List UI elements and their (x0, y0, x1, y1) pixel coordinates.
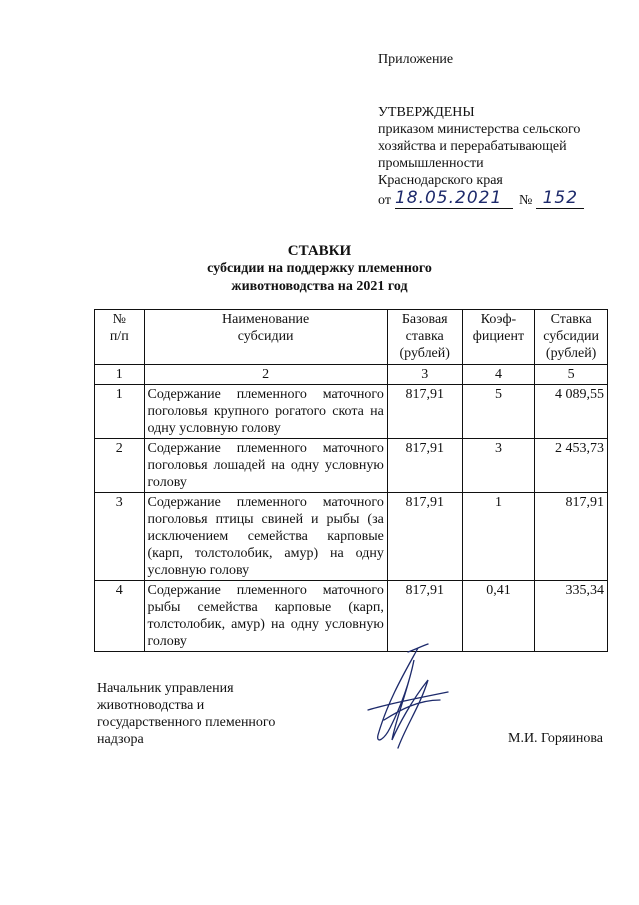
position-line: надзора (97, 732, 144, 747)
row-base-rate: 817,91 (387, 439, 462, 493)
index-cell: 1 (95, 365, 145, 385)
order-date: 18.05.2021 (395, 189, 513, 209)
signatory-name: М.И. Горяинова (508, 731, 603, 746)
row-number: 4 (95, 581, 145, 652)
handwritten-signature (348, 640, 458, 755)
row-subsidy-rate: 2 453,73 (535, 439, 608, 493)
order-number: 152 (536, 189, 584, 209)
number-prefix: № (518, 193, 533, 208)
header-base-rate: Базовая ставка (рублей) (387, 310, 462, 365)
index-cell: 3 (387, 365, 462, 385)
header-number: № п/п (95, 310, 145, 365)
row-subsidy-rate: 817,91 (535, 493, 608, 581)
row-base-rate: 817,91 (387, 493, 462, 581)
table-index-row (95, 365, 608, 385)
title-line: субсидии на поддержку племенного (207, 261, 432, 276)
title-line: животноводства на 2021 год (231, 279, 408, 294)
approval-line: промышленности (378, 156, 484, 171)
title-main: СТАВКИ (287, 243, 352, 259)
row-name: Содержание племенного маточного поголовья лошадей на одну условную голову (144, 439, 387, 493)
row-coefficient: 3 (462, 439, 535, 493)
approval-line: хозяйства и перерабатывающей (378, 139, 567, 154)
table-row (95, 439, 608, 493)
row-number: 2 (95, 439, 145, 493)
header-coefficient: Коэф- фициент (462, 310, 535, 365)
position-line: государственного племенного (97, 715, 276, 730)
header-name: Наименование субсидии (144, 310, 387, 365)
row-number: 1 (95, 385, 145, 439)
position-line: Начальник управления (97, 681, 234, 696)
row-name: Содержание племенного маточного поголовья птицы свиней и рыбы (за исключением семейства карповые (карп, толстолобик, амур) на одну условную голову (144, 493, 387, 581)
row-coefficient: 1 (462, 493, 535, 581)
order-date-number-row (378, 189, 618, 209)
row-number: 3 (95, 493, 145, 581)
header-subsidy-rate: Ставка субсидии (рублей) (535, 310, 608, 365)
row-base-rate: 817,91 (387, 385, 462, 439)
approval-line: Краснодарского края (378, 173, 503, 188)
appendix-label: Приложение (378, 52, 454, 67)
signatory-position (97, 680, 317, 748)
table-row (95, 493, 608, 581)
row-coefficient: 5 (462, 385, 535, 439)
row-subsidy-rate: 335,34 (535, 581, 608, 652)
approval-block (378, 104, 618, 209)
approval-line: приказом министерства сельского (378, 122, 581, 137)
index-cell: 2 (144, 365, 387, 385)
rates-table (94, 309, 608, 652)
row-subsidy-rate: 4 089,55 (535, 385, 608, 439)
document-title (0, 242, 639, 296)
row-base-rate: 817,91 (387, 581, 462, 652)
row-name: Содержание племенного маточного поголовья крупного рогатого скота на одну условную голову (144, 385, 387, 439)
table-header-row (95, 310, 608, 365)
row-name: Содержание племенного маточного рыбы семейства карповые (карп, толстолобик, амур) на одну условную голову (144, 581, 387, 652)
position-line: животноводства и (97, 698, 205, 713)
approval-line: УТВЕРЖДЕНЫ (378, 105, 475, 120)
table-row (95, 385, 608, 439)
index-cell: 5 (535, 365, 608, 385)
row-coefficient: 0,41 (462, 581, 535, 652)
index-cell: 4 (462, 365, 535, 385)
date-prefix: от (378, 193, 391, 208)
